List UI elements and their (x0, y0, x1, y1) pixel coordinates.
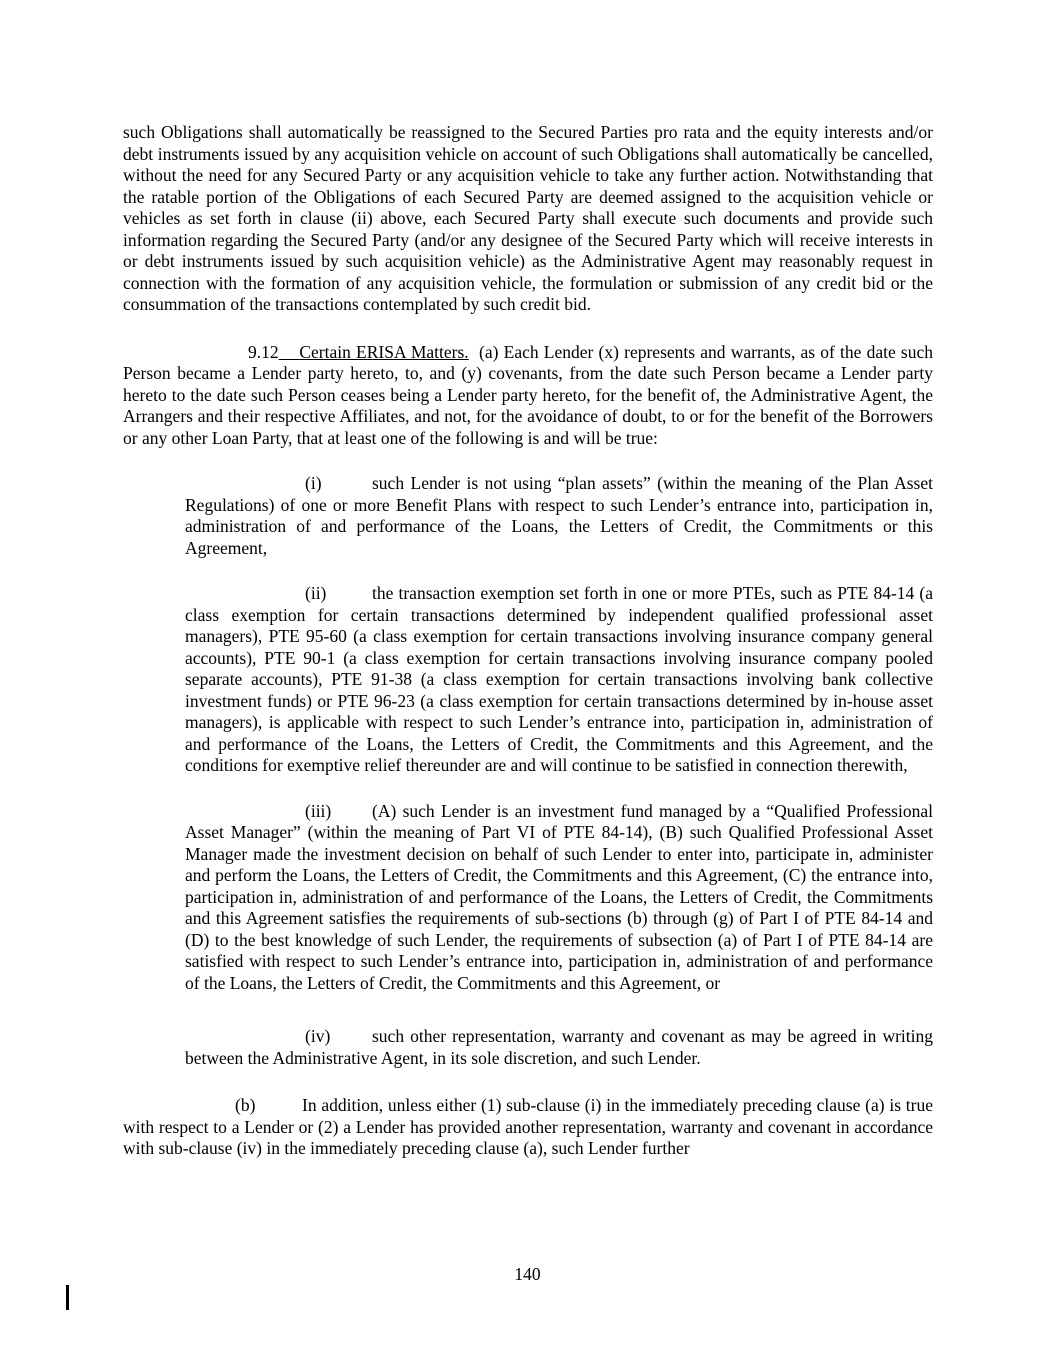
clause-i-text: such Lender is not using “plan assets” (within the meaning of the Plan Asset Regulations) of one or more Benefit Plans with respect to such Lender’s entrance into, participation in, administration of and performance of the Loans, the Letters of Credit, the Commitments or this Agreement, (185, 473, 933, 558)
text-block (123, 122, 933, 1160)
clause-iii-text: (A) such Lender is an investment fund managed by a “Qualified Professional Asset Manager” (within the meaning of Part VI of PTE 84-14), (B) such Qualified Professional Asset Manager made the investment decision on behalf of such Lender to enter into, participate in, administer and perform the Loans, the Letters of Credit, the Commitments and this Agreement, (C) the entrance into, participation in, administration of and performance of the Loans, the Letters of Credit, the Commitments and this Agreement satisfies the requirements of sub-sections (b) through (g) of Part I of PTE 84-14 and (D) to the best knowledge of such Lender, the requirements of subsection (a) of Part I of PTE 84-14 are satisfied with respect to such Lender’s entrance into, participation in, administration of and performance of the Loans, the Letters of Credit, the Commitments and this Agreement, or (185, 800, 933, 993)
page-number: 140 (514, 1264, 541, 1284)
clause-ii (185, 583, 933, 777)
section-body: (a) Each Lender (x) represents and warrants, as of the date such Person became a Lender party hereto, to, and (y) covenants, from the date such Person became a Lender party hereto to the date such Person ceases being a Lender party hereto, for the benefit of, the Administrative Agent, the Arrangers and their respective Affiliates, and not, for the avoidance of doubt, to or for the benefit of the Borrowers or any other Loan Party, that at least one of the following is and will be true: (123, 341, 934, 448)
clause-ii-number: (ii) (305, 583, 327, 603)
paragraph-continuation: such Obligations shall automatically be reassigned to the Secured Parties pro rata and the equity interests and/or debt instruments issued by any acquisition vehicle on account of such Obligations shall automatically be cancelled, without the need for any Secured Party or any acquisition vehicle to take any further action. Notwithstanding that the ratable portion of the Obligations of each Secured Party are deemed assigned to the acquisition vehicle or vehicles as set forth in clause (ii) above, each Secured Party shall execute such documents and provide such information regarding the Secured Party (and/or any designee of the Secured Party which will receive interests in or debt instruments issued by such acquisition vehicle) as the Administrative Agent may reasonably request in connection with the formation of any acquisition vehicle, the formulation or submission of any credit bid or the consummation of the transactions contemplated by such credit bid. (123, 122, 933, 314)
clause-iii (185, 801, 933, 995)
section-9-12-paragraph (123, 342, 933, 450)
tab-underline (279, 342, 300, 362)
section-heading: Certain ERISA Matters. (299, 341, 469, 362)
revision-bar (66, 1285, 69, 1310)
clause-iii-number: (iii) (305, 800, 332, 821)
clause-ii-text: the transaction exemption set forth in one or more PTEs, such as PTE 84-14 (a class exemption for certain transactions determined by independent qualified professional asset managers), PTE 95-60 (a class exemption for certain transactions involving insurance company general accounts), PTE 90-1 (a class exemption for certain transactions involving insurance company pooled separate accounts), PTE 91-38 (a class exemption for certain transactions involving bank collective investment funds) or PTE 96-23 (a class exemption for certain transactions determined by in-house asset managers), is applicable with respect to such Lender’s entrance into, participation in, administration of and performance of the Loans, the Letters of Credit, the Commitments and this Agreement, and the conditions for exemptive relief thereunder are and will continue to be satisfied in connection therewith, (185, 583, 933, 775)
clause-i-number: (i) (305, 473, 322, 493)
clause-iv (185, 1026, 933, 1069)
section-number: 9.12 (248, 341, 279, 362)
paragraph-b-number: (b) (235, 1095, 256, 1115)
clause-iv-text: such other representation, warranty and covenant as may be agreed in writing between the Administrative Agent, in its sole discretion, and such Lender. (185, 1026, 933, 1068)
paragraph-b (123, 1095, 933, 1160)
clause-i (185, 473, 933, 559)
paragraph-b-text: In addition, unless either (1) sub-clause (i) in the immediately preceding clause (a) is true with respect to a Lender or (2) a Lender has provided another representation, warranty and covenant in accordance with sub-clause (iv) in the immediately preceding clause (a), such Lender further (123, 1095, 933, 1158)
clause-iv-number: (iv) (305, 1026, 331, 1046)
